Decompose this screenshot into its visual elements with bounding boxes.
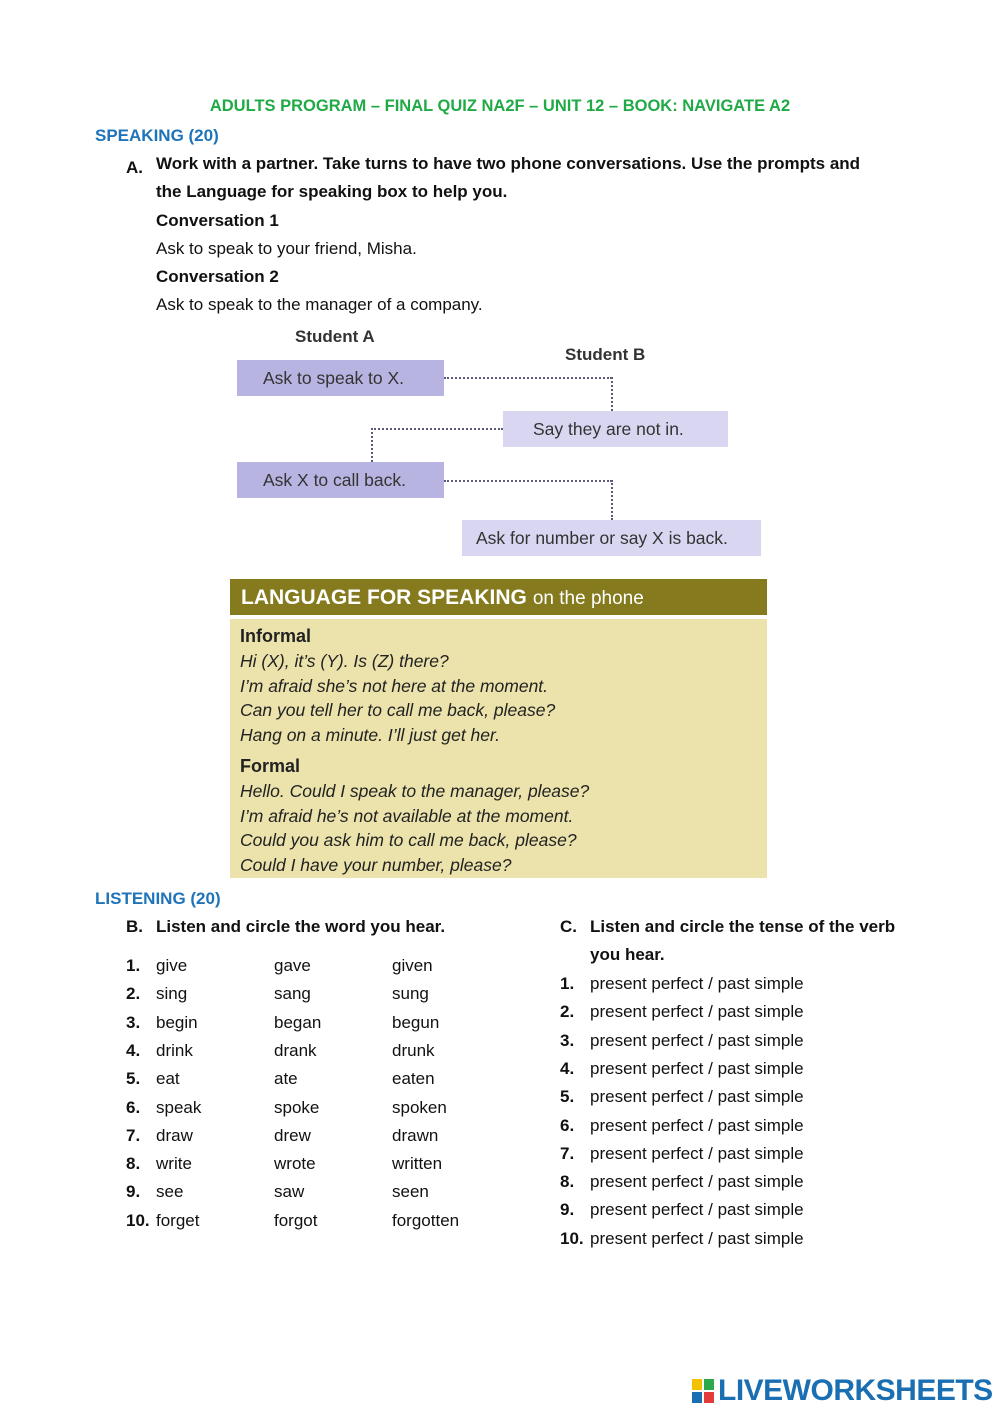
item-number: 2. — [560, 1002, 575, 1022]
word-row — [126, 1065, 526, 1093]
word-option[interactable]: give — [156, 956, 188, 975]
listening-c-instruction-line2: you hear. — [590, 945, 665, 964]
word-row — [126, 1094, 526, 1122]
tense-row — [560, 970, 980, 998]
speaking-heading: SPEAKING (20) — [95, 126, 219, 145]
item-letter-a: A. — [126, 158, 143, 177]
word-option[interactable]: drawn — [392, 1125, 439, 1145]
listening-heading: LISTENING (20) — [95, 889, 221, 908]
item-number: 7. — [560, 1143, 575, 1163]
word-row — [126, 1009, 526, 1037]
word-option[interactable]: drank — [274, 1040, 317, 1060]
item-number: 5. — [560, 1087, 575, 1107]
language-box-subtitle: on the phone — [532, 588, 644, 609]
prompt-b-number: Ask for number or say X is back. — [462, 520, 761, 556]
tense-row — [560, 1083, 980, 1111]
conversation-2-text: Ask to speak to the manager of a company. — [156, 295, 483, 314]
tense-row — [560, 1140, 980, 1168]
language-box-title: LANGUAGE FOR SPEAKING — [241, 586, 527, 609]
formal-line: Could I have your number, please? — [240, 854, 512, 875]
word-option[interactable]: speak — [156, 1097, 202, 1117]
tense-options[interactable]: present perfect / past simple — [590, 1200, 804, 1220]
word-option[interactable]: drunk — [392, 1040, 435, 1060]
informal-line: I’m afraid she’s not here at the moment. — [240, 675, 549, 696]
informal-line: Hi (X), it’s (Y). Is (Z) there? — [240, 651, 449, 671]
word-option[interactable]: sung — [392, 984, 429, 1004]
tense-row — [560, 1225, 980, 1253]
word-option[interactable]: spoken — [392, 1097, 447, 1117]
liveworksheets-logo[interactable] — [692, 1374, 992, 1408]
item-letter-b: B. — [126, 917, 143, 936]
word-option[interactable]: eaten — [392, 1069, 435, 1089]
word-option[interactable]: saw — [274, 1182, 305, 1202]
word-option[interactable]: draw — [156, 1125, 193, 1145]
word-option[interactable]: forgotten — [392, 1210, 460, 1230]
word-option[interactable]: ate — [274, 1069, 298, 1089]
tense-row — [560, 1027, 980, 1055]
item-number: 3. — [126, 1012, 141, 1032]
tense-options[interactable]: present perfect / past simple — [590, 1030, 804, 1050]
connector-line — [611, 377, 613, 411]
item-number: 4. — [560, 1058, 575, 1078]
item-number: 8. — [126, 1154, 141, 1174]
informal-line: Can you tell her to call me back, please? — [240, 700, 556, 720]
tense-options[interactable]: present perfect / past simple — [590, 1087, 804, 1107]
speaking-instruction-line2: the Language for speaking box to help you. — [156, 182, 508, 201]
item-number: 2. — [126, 984, 141, 1004]
tense-options[interactable]: present perfect / past simple — [590, 1058, 804, 1078]
word-row — [126, 1122, 526, 1150]
word-row — [126, 1207, 526, 1235]
item-number: 6. — [126, 1097, 141, 1117]
tense-row — [560, 1168, 980, 1196]
speaking-instruction-line1: Work with a partner. Take turns to have two phone conversations. Use the prompts and — [156, 154, 861, 173]
item-number: 8. — [560, 1172, 575, 1192]
listening-c-instruction-line1: Listen and circle the tense of the verb — [590, 917, 896, 936]
formal-title: Formal — [240, 756, 301, 776]
formal-line: Hello. Could I speak to the manager, please? — [240, 781, 590, 801]
liveworksheets-grid-icon — [692, 1379, 714, 1403]
word-option[interactable]: forget — [156, 1210, 200, 1230]
conversation-1-title: Conversation 1 — [156, 211, 279, 230]
word-row — [126, 1150, 526, 1178]
item-number: 1. — [560, 974, 575, 993]
item-number: 10. — [126, 1210, 150, 1230]
language-box-body — [230, 619, 767, 878]
word-option[interactable]: write — [156, 1154, 192, 1174]
logo-text: LIVEWORKSHEETS — [718, 1374, 993, 1407]
tense-row — [560, 998, 980, 1026]
word-option[interactable]: sing — [156, 984, 188, 1004]
word-option[interactable]: begin — [156, 1012, 198, 1032]
word-option[interactable]: see — [156, 1182, 184, 1202]
word-row — [126, 952, 526, 980]
item-number: 7. — [126, 1125, 141, 1145]
language-box-header — [230, 579, 767, 615]
word-option[interactable]: wrote — [274, 1154, 316, 1174]
item-letter-c: C. — [560, 917, 577, 936]
word-option[interactable]: drew — [274, 1125, 311, 1145]
connector-line — [611, 480, 613, 520]
informal-line: Hang on a minute. I’ll just get her. — [240, 724, 501, 745]
word-option[interactable]: eat — [156, 1069, 180, 1089]
prompt-a-call-back: Ask X to call back. — [237, 462, 444, 498]
word-option[interactable]: forgot — [274, 1210, 318, 1230]
item-number: 6. — [560, 1115, 575, 1135]
word-option[interactable]: written — [392, 1154, 443, 1174]
listening-b-instruction: Listen and circle the word you hear. — [156, 917, 446, 936]
page-title: ADULTS PROGRAM – FINAL QUIZ NA2F – UNIT 12 – BOOK: NAVIGATE A2 — [209, 97, 791, 115]
connector-line — [371, 428, 373, 462]
word-option[interactable]: drink — [156, 1040, 193, 1060]
word-option[interactable]: gave — [274, 956, 311, 975]
prompt-a-ask-to-speak: Ask to speak to X. — [237, 360, 444, 396]
item-number: 10. — [560, 1228, 584, 1248]
word-option[interactable]: sang — [274, 984, 311, 1004]
formal-line: I’m afraid he’s not available at the moment. — [240, 805, 574, 826]
word-row — [126, 1037, 526, 1065]
item-number: 9. — [560, 1200, 575, 1220]
word-row — [126, 980, 526, 1008]
connector-line — [444, 377, 612, 379]
prompt-b-not-in: Say they are not in. — [503, 411, 728, 447]
tense-row — [560, 1196, 980, 1224]
word-option[interactable]: given — [392, 956, 433, 975]
tense-options[interactable]: present perfect / past simple — [590, 1228, 804, 1248]
tense-options[interactable]: present perfect / past simple — [590, 1002, 804, 1022]
student-b-label: Student B — [565, 345, 646, 364]
tense-row — [560, 1055, 980, 1083]
formal-line: Could you ask him to call me back, please? — [240, 830, 577, 850]
student-a-label: Student A — [295, 327, 375, 346]
word-option[interactable]: began — [274, 1012, 322, 1032]
item-number: 9. — [126, 1182, 141, 1202]
tense-options[interactable]: present perfect / past simple — [590, 974, 804, 993]
word-row — [126, 1178, 526, 1206]
item-number: 4. — [126, 1040, 141, 1060]
informal-title: Informal — [240, 626, 312, 646]
conversation-2-title: Conversation 2 — [156, 267, 279, 286]
item-number: 3. — [560, 1030, 575, 1050]
word-option[interactable]: begun — [392, 1012, 440, 1032]
tense-row — [560, 1112, 980, 1140]
connector-line — [444, 480, 612, 482]
tense-options[interactable]: present perfect / past simple — [590, 1143, 804, 1163]
word-option[interactable]: seen — [392, 1182, 429, 1202]
tense-options[interactable]: present perfect / past simple — [590, 1115, 804, 1135]
item-number: 5. — [126, 1069, 141, 1089]
item-number: 1. — [126, 956, 141, 975]
connector-line — [371, 428, 503, 430]
conversation-1-text: Ask to speak to your friend, Misha. — [156, 239, 417, 258]
word-option[interactable]: spoke — [274, 1097, 320, 1117]
tense-options[interactable]: present perfect / past simple — [590, 1172, 804, 1192]
